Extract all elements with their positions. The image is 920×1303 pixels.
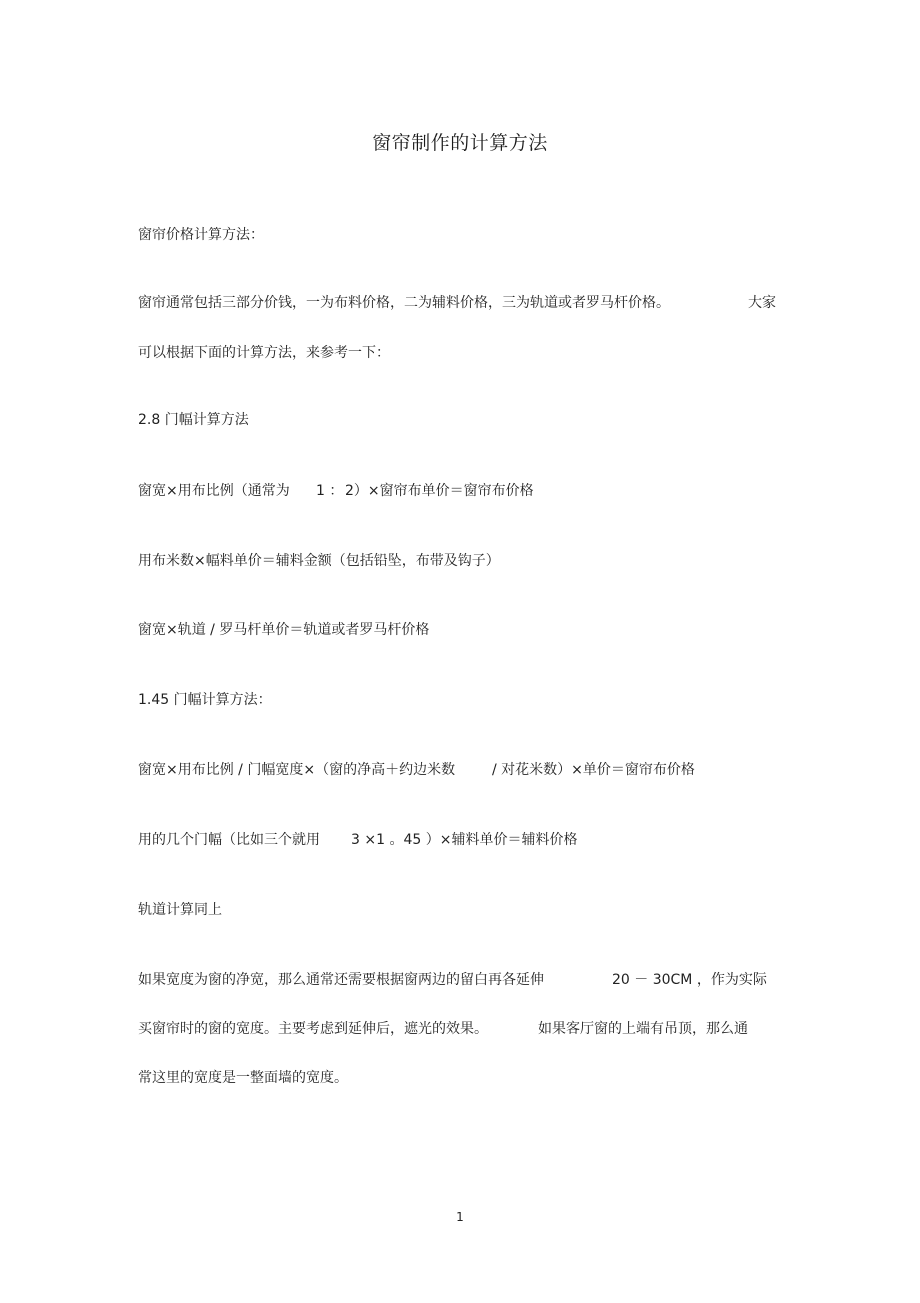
method-145-formula-1-b: / 对花米数）×单价＝窗帘布价格 [492,762,695,778]
method-28-formula-1-b: 1 ： [316,483,344,499]
method-28-formula-1-a: 窗宽×用布比例（通常为 [138,483,290,499]
note-line-3: 常这里的宽度是一整面墙的宽度。 [138,1070,348,1086]
method-28-formula-1 [138,481,638,501]
method-28-formula-1-c: 2）×窗帘布单价＝窗帘布价格 [345,483,534,499]
note-line-2 [138,1019,778,1039]
section-heading: 窗帘价格计算方法： [138,227,264,243]
method-28-formula-3: 窗宽×轨道 / 罗马杆单价＝轨道或者罗马杆价格 [138,622,430,638]
intro-line-2: 可以根据下面的计算方法，来参考一下： [138,345,390,361]
method-28-heading: 2.8 门幅计算方法 [138,412,249,428]
intro-line-1-tail: 大家 [748,295,776,311]
note-line-2-a: 买窗帘时的窗的宽度。主要考虑到延伸后，遮光的效果。 [138,1021,488,1037]
note-line-1 [138,970,778,990]
method-145-formula-2 [138,830,638,850]
document-title: 窗帘制作的计算方法 [372,132,548,154]
method-145-formula-1-a: 窗宽×用布比例 / 门幅宽度×（窗的净高＋约边米数 [138,762,456,778]
note-line-2-b: 如果客厅窗的上端有吊顶，那么通 [538,1021,748,1037]
method-145-formula-3: 轨道计算同上 [138,902,222,918]
intro-line-1 [138,293,778,313]
method-145-formula-2-a: 用的几个门幅（比如三个就用 [138,832,320,848]
note-line-1-b: 20 － 30CM ，作为实际 [612,972,767,988]
method-28-formula-2: 用布米数×幅料单价＝辅料金额（包括铅坠，布带及钩子） [138,553,500,569]
method-145-heading: 1.45 门幅计算方法： [138,692,272,708]
method-145-formula-1 [138,760,738,780]
intro-line-1-text: 窗帘通常包括三部分价钱，一为布料价格，二为辅料价格，三为轨道或者罗马杆价格。 [138,295,670,311]
page-number: 1 [456,1210,464,1224]
method-145-formula-2-b: 3 ×1 。45 ）×辅料单价＝辅料价格 [351,832,578,848]
note-line-1-a: 如果宽度为窗的净宽，那么通常还需要根据窗两边的留白再各延伸 [138,972,544,988]
